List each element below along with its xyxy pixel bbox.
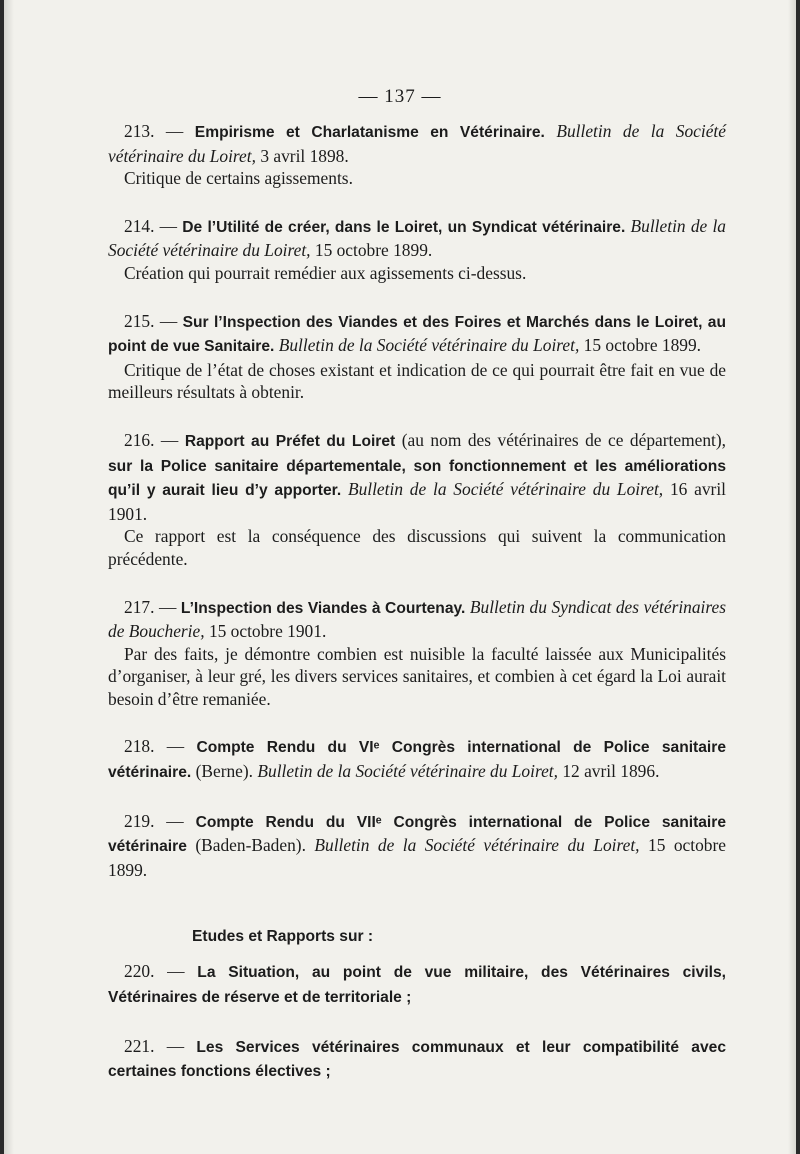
section-spacer (108, 906, 726, 926)
entry-source: Bulletin de la Société vétérinaire du Loiret, (314, 835, 640, 856)
bibliography-entry-218 (108, 735, 726, 784)
entry-date: 15 octobre 1899. (314, 240, 433, 261)
document-page (4, 0, 796, 1154)
entry-source: Bulletin de la Société vétérinaire du Loiret, (257, 761, 558, 782)
entry-number: 219. — (124, 810, 184, 831)
entry-description: Ce rapport est la conséquence des discussions qui suivent la communication précédente. (108, 526, 726, 569)
bibliography-entry-216 (108, 429, 726, 571)
entry-source: Bulletin de la Société vétérinaire du Loiret, (108, 121, 726, 166)
entry-date: 3 avril 1898. (260, 145, 349, 166)
entry-date: 15 octobre 1899. (583, 335, 702, 356)
entry-title-continued: sur la Police sanitaire départementale, son fonctionnement et les améliorations qu’il y aurait lieu d’y apporter. (108, 457, 726, 500)
entry-number: 218. — (124, 736, 185, 757)
entry-source: Bulletin de la Société vétérinaire du Loiret, (278, 335, 580, 356)
page-edge-shadow-right (788, 0, 796, 1154)
entry-note: (au nom des vétérinaires de ce département), (401, 429, 726, 450)
entry-description: Critique de l’état de choses existant et indication de ce qui pourrait être fait en vue de meilleurs résultats à obtenir. (108, 359, 726, 403)
entry-title: Sur l’Inspection des Viandes et des Foires et Marchés dans le Loiret, au point de vue Sanitaire. (108, 313, 726, 356)
entry-number: 214. — (124, 215, 178, 236)
entry-title: Empirisme et Charlatanisme en Vétérinaire. (194, 124, 545, 141)
entry-number: 221. — (124, 1035, 185, 1056)
entry-description: Par des faits, je démontre combien est nuisible la faculté laissée aux Municipalités d’organiser, à leur gré, les divers services sanitaires, et combien à cet égard la Loi aurait besoin d’être remaniée. (108, 643, 726, 709)
study-entry-221 (108, 1035, 726, 1084)
entry-source: Bulletin de la Société vétérinaire du Loiret, (347, 479, 664, 500)
entry-date: 16 avril 1901. (108, 479, 726, 524)
bibliography-entry-214 (108, 215, 726, 285)
entry-number: 216. — (124, 429, 179, 450)
entry-date: 15 octobre 1899. (108, 835, 726, 880)
bibliography-content (108, 120, 726, 1100)
entry-date: 12 avril 1896. (562, 761, 660, 782)
bibliography-entry-213 (108, 120, 726, 190)
entry-title: Rapport au Préfet du Loiret (184, 432, 396, 450)
entry-date: 15 octobre 1901. (208, 621, 327, 642)
entry-description: Création qui pourrait remédier aux agissements ci-dessus. (124, 262, 527, 283)
entry-number: 220. — (124, 961, 185, 982)
entry-title: Compte Rendu du VIIᵉ Congrès international de Police sanitaire vétérinaire (108, 813, 727, 856)
page-number: — 137 — (358, 86, 442, 107)
entry-source: Bulletin de la Société vétérinaire du Loiret, (108, 215, 726, 261)
page-edge-shadow-left (4, 0, 14, 1154)
entry-note: (Berne). (195, 761, 254, 782)
entry-number: 217. — (124, 596, 177, 617)
bibliography-entry-215 (108, 310, 726, 404)
section-subheading: Etudes et Rapports sur : (192, 928, 374, 946)
entry-note: (Baden-Baden). (195, 835, 306, 856)
entry-number: 213. — (124, 121, 184, 141)
entry-title: Compte Rendu du VIᵉ Congrès international de Police sanitaire vétérinaire. (108, 739, 726, 782)
entry-description: Critique de certains agissements. (124, 168, 353, 189)
entry-number: 215. — (124, 310, 178, 331)
bibliography-entry-217 (108, 596, 726, 711)
entry-source: Bulletin du Syndicat des vétérinaires de Boucherie, (108, 596, 727, 642)
bibliography-entry-219 (108, 810, 726, 882)
entry-title: L’Inspection des Viandes à Courtenay. (180, 599, 466, 617)
study-entry-220 (108, 960, 726, 1009)
entry-title: De l’Utilité de créer, dans le Loiret, un Syndicat vétérinaire. (182, 218, 626, 236)
entry-title: La Situation, au point de vue militaire, des Vétérinaires civils, Vétérinaires de réserve et de territoriale ; (108, 964, 726, 1007)
entry-title: Les Services vétérinaires communaux et leur compatibilité avec certaines fonctions électives ; (108, 1038, 726, 1081)
